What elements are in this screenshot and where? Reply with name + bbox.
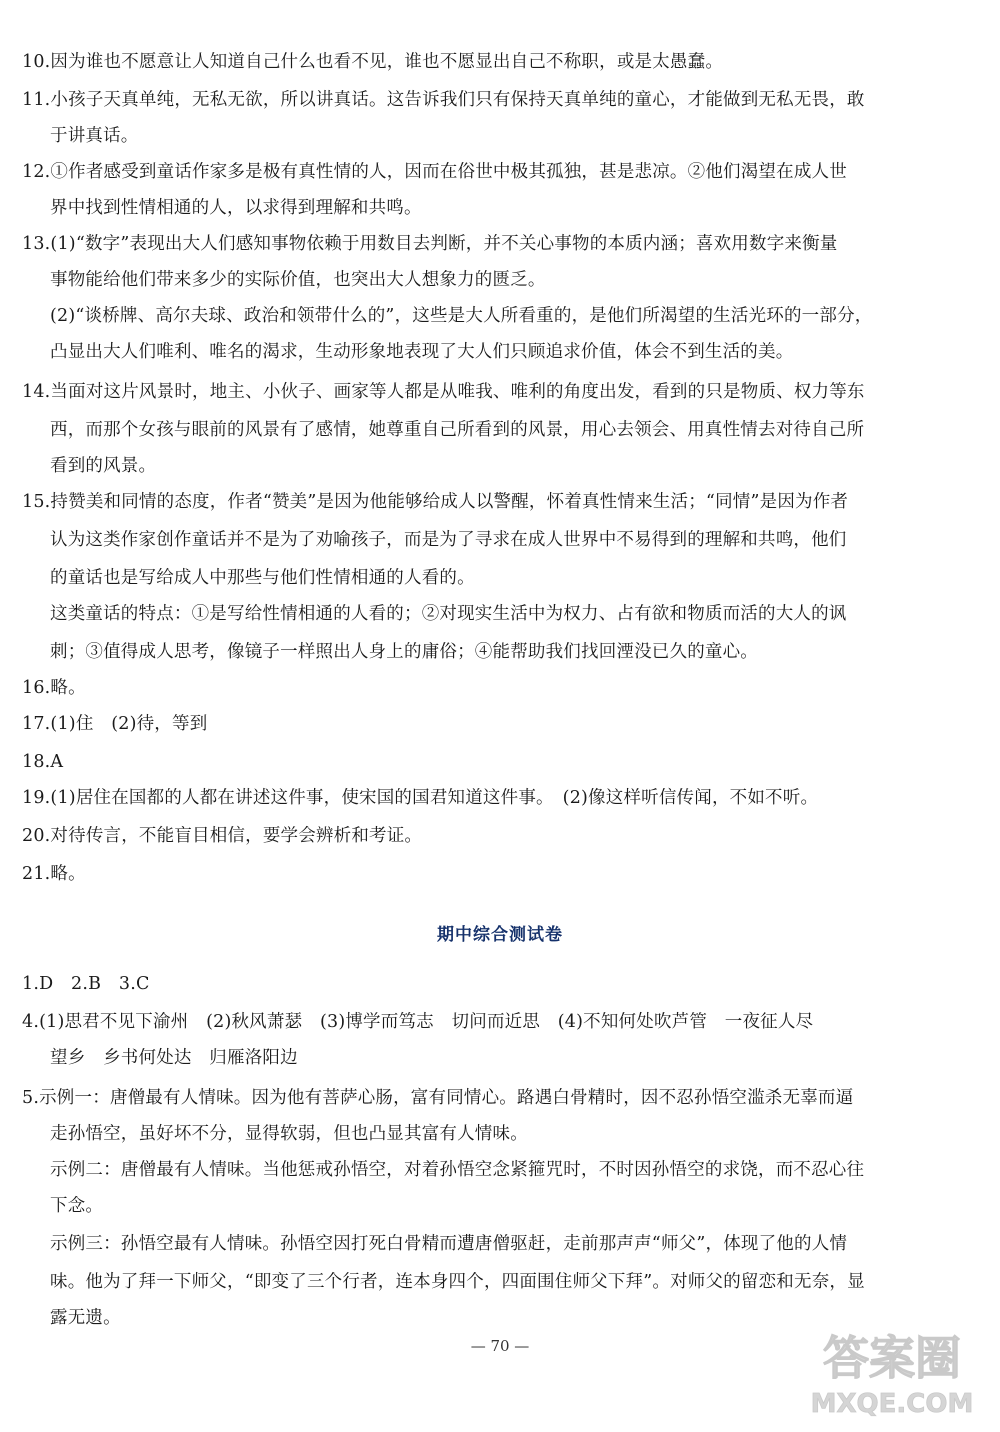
answer-10: 10.因为谁也不愿意让人知道自己什么也看不见，谁也不愿显出自己不称职，或是太愚蠢。 xyxy=(22,52,724,72)
answer-15-line1: 15.持赞美和同情的态度，作者“赞美”是因为他能够给成人以警醒，怀着真性情来生活；“同情”是因为作者 xyxy=(22,492,849,512)
midterm-answer-1-3: 1.D 2.B 3.C xyxy=(22,974,150,994)
answer-15-line3: 的童话也是写给成人中那些与他们性情相通的人看的。 xyxy=(50,568,475,588)
midterm-answer-5-example2-line1: 示例二：唐僧最有人情味。当他惩戒孙悟空，对着孙悟空念紧箍咒时，不时因孙悟空的求饶，而不忍心往 xyxy=(50,1160,865,1180)
answer-14-line3: 看到的风景。 xyxy=(50,456,157,476)
midterm-answer-5-line2: 走孙悟空，虽好坏不分，显得软弱，但也凸显其富有人情味。 xyxy=(50,1124,528,1144)
answer-21: 21.略。 xyxy=(22,864,86,884)
midterm-answer-5-example3-line2: 味。他为了拜一下师父，“即变了三个行者，连本身四个，四面围住师父下拜”。对师父的留恋和无奈，显 xyxy=(50,1272,865,1292)
midterm-answer-5-line1: 5.示例一：唐僧最有人情味。因为他有菩萨心肠，富有同情心。路遇白骨精时，因不忍孙悟空滥杀无辜而逼 xyxy=(22,1088,854,1108)
midterm-answer-5-example2-line2: 下念。 xyxy=(50,1196,104,1216)
answer-11-line1: 11.小孩子天真单纯，无私无欲，所以讲真话。这告诉我们只有保持天真单纯的童心，才能做到无私无畏，敢 xyxy=(22,90,865,110)
section-title: 期中综合测试卷 xyxy=(437,925,563,945)
answer-15-features-line2: 刺；③值得成人思考，像镜子一样照出人身上的庸俗；④能帮助我们找回湮没已久的童心。 xyxy=(50,642,758,662)
answer-13-part2-line2: 凸显出大人们唯利、唯名的渴求，生动形象地表现了大人们只顾追求价值，体会不到生活的美。 xyxy=(50,342,794,362)
answer-12-line2: 界中找到性情相通的人，以求得到理解和共鸣。 xyxy=(50,198,422,218)
watermark-top-text: 答案圈 xyxy=(823,1331,961,1385)
answer-15-line2: 认为这类作家创作童话并不是为了劝喻孩子，而是为了寻求在成人世界中不易得到的理解和共鸣，他们 xyxy=(50,530,847,550)
answer-13-line1: 13.(1)“数字”表现出大人们感知事物依赖于用数目去判断，并不关心事物的本质内涵；喜欢用数字来衡量 xyxy=(22,234,838,254)
watermark-logo xyxy=(792,1316,992,1426)
midterm-answer-4-line1: 4.(1)思君不见下渝州 (2)秋风萧瑟 (3)博学而笃志 切问而近思 (4)不知何处吹芦管 一夜征人尽 xyxy=(22,1012,814,1032)
answer-14-line2: 西，而那个女孩与眼前的风景有了感情，她尊重自己所看到的风景，用心去领会、用真性情去对待自己所 xyxy=(50,420,865,440)
answer-19: 19.(1)居住在国都的人都在讲述这件事，使宋国的国君知道这件事。 (2)像这样听信传闻，不如不听。 xyxy=(22,788,819,808)
midterm-answer-5-example3-line3: 露无遗。 xyxy=(50,1308,121,1328)
midterm-answer-5-example3-line1: 示例三：孙悟空最有人情味。孙悟空因打死白骨精而遭唐僧驱赶，走前那声声“师父”，体现了他的人情 xyxy=(50,1234,848,1254)
watermark-bottom-text: MXQE.COM xyxy=(810,1389,974,1419)
answer-20: 20.对待传言，不能盲目相信，要学会辨析和考证。 xyxy=(22,826,423,846)
answer-15-features-line1: 这类童话的特点：①是写给性情相通的人看的；②对现实生活中为权力、占有欲和物质而活的大人的讽 xyxy=(50,604,847,624)
answer-17: 17.(1)住 (2)待，等到 xyxy=(22,714,208,734)
answer-16: 16.略。 xyxy=(22,678,86,698)
answer-13-part2-line1: (2)“谈桥牌、高尔夫球、政治和领带什么的”，这些是大人所看重的，是他们所渴望的生活光环的一部分， xyxy=(50,306,873,326)
answer-12-line1: 12.①作者感受到童话作家多是极有真性情的人，因而在俗世中极其孤独，甚是悲凉。②他们渴望在成人世 xyxy=(22,162,847,182)
answer-18: 18.A xyxy=(22,752,64,772)
midterm-answer-4-line2: 望乡 乡书何处达 归雁洛阳边 xyxy=(50,1048,298,1068)
answer-11-line2: 于讲真话。 xyxy=(50,126,139,146)
page-number: — 70 — xyxy=(470,1337,530,1355)
answer-13-line2: 事物能给他们带来多少的实际价值，也突出大人想象力的匮乏。 xyxy=(50,270,546,290)
answer-14-line1: 14.当面对这片风景时，地主、小伙子、画家等人都是从唯我、唯利的角度出发，看到的只是物质、权力等东 xyxy=(22,382,865,402)
